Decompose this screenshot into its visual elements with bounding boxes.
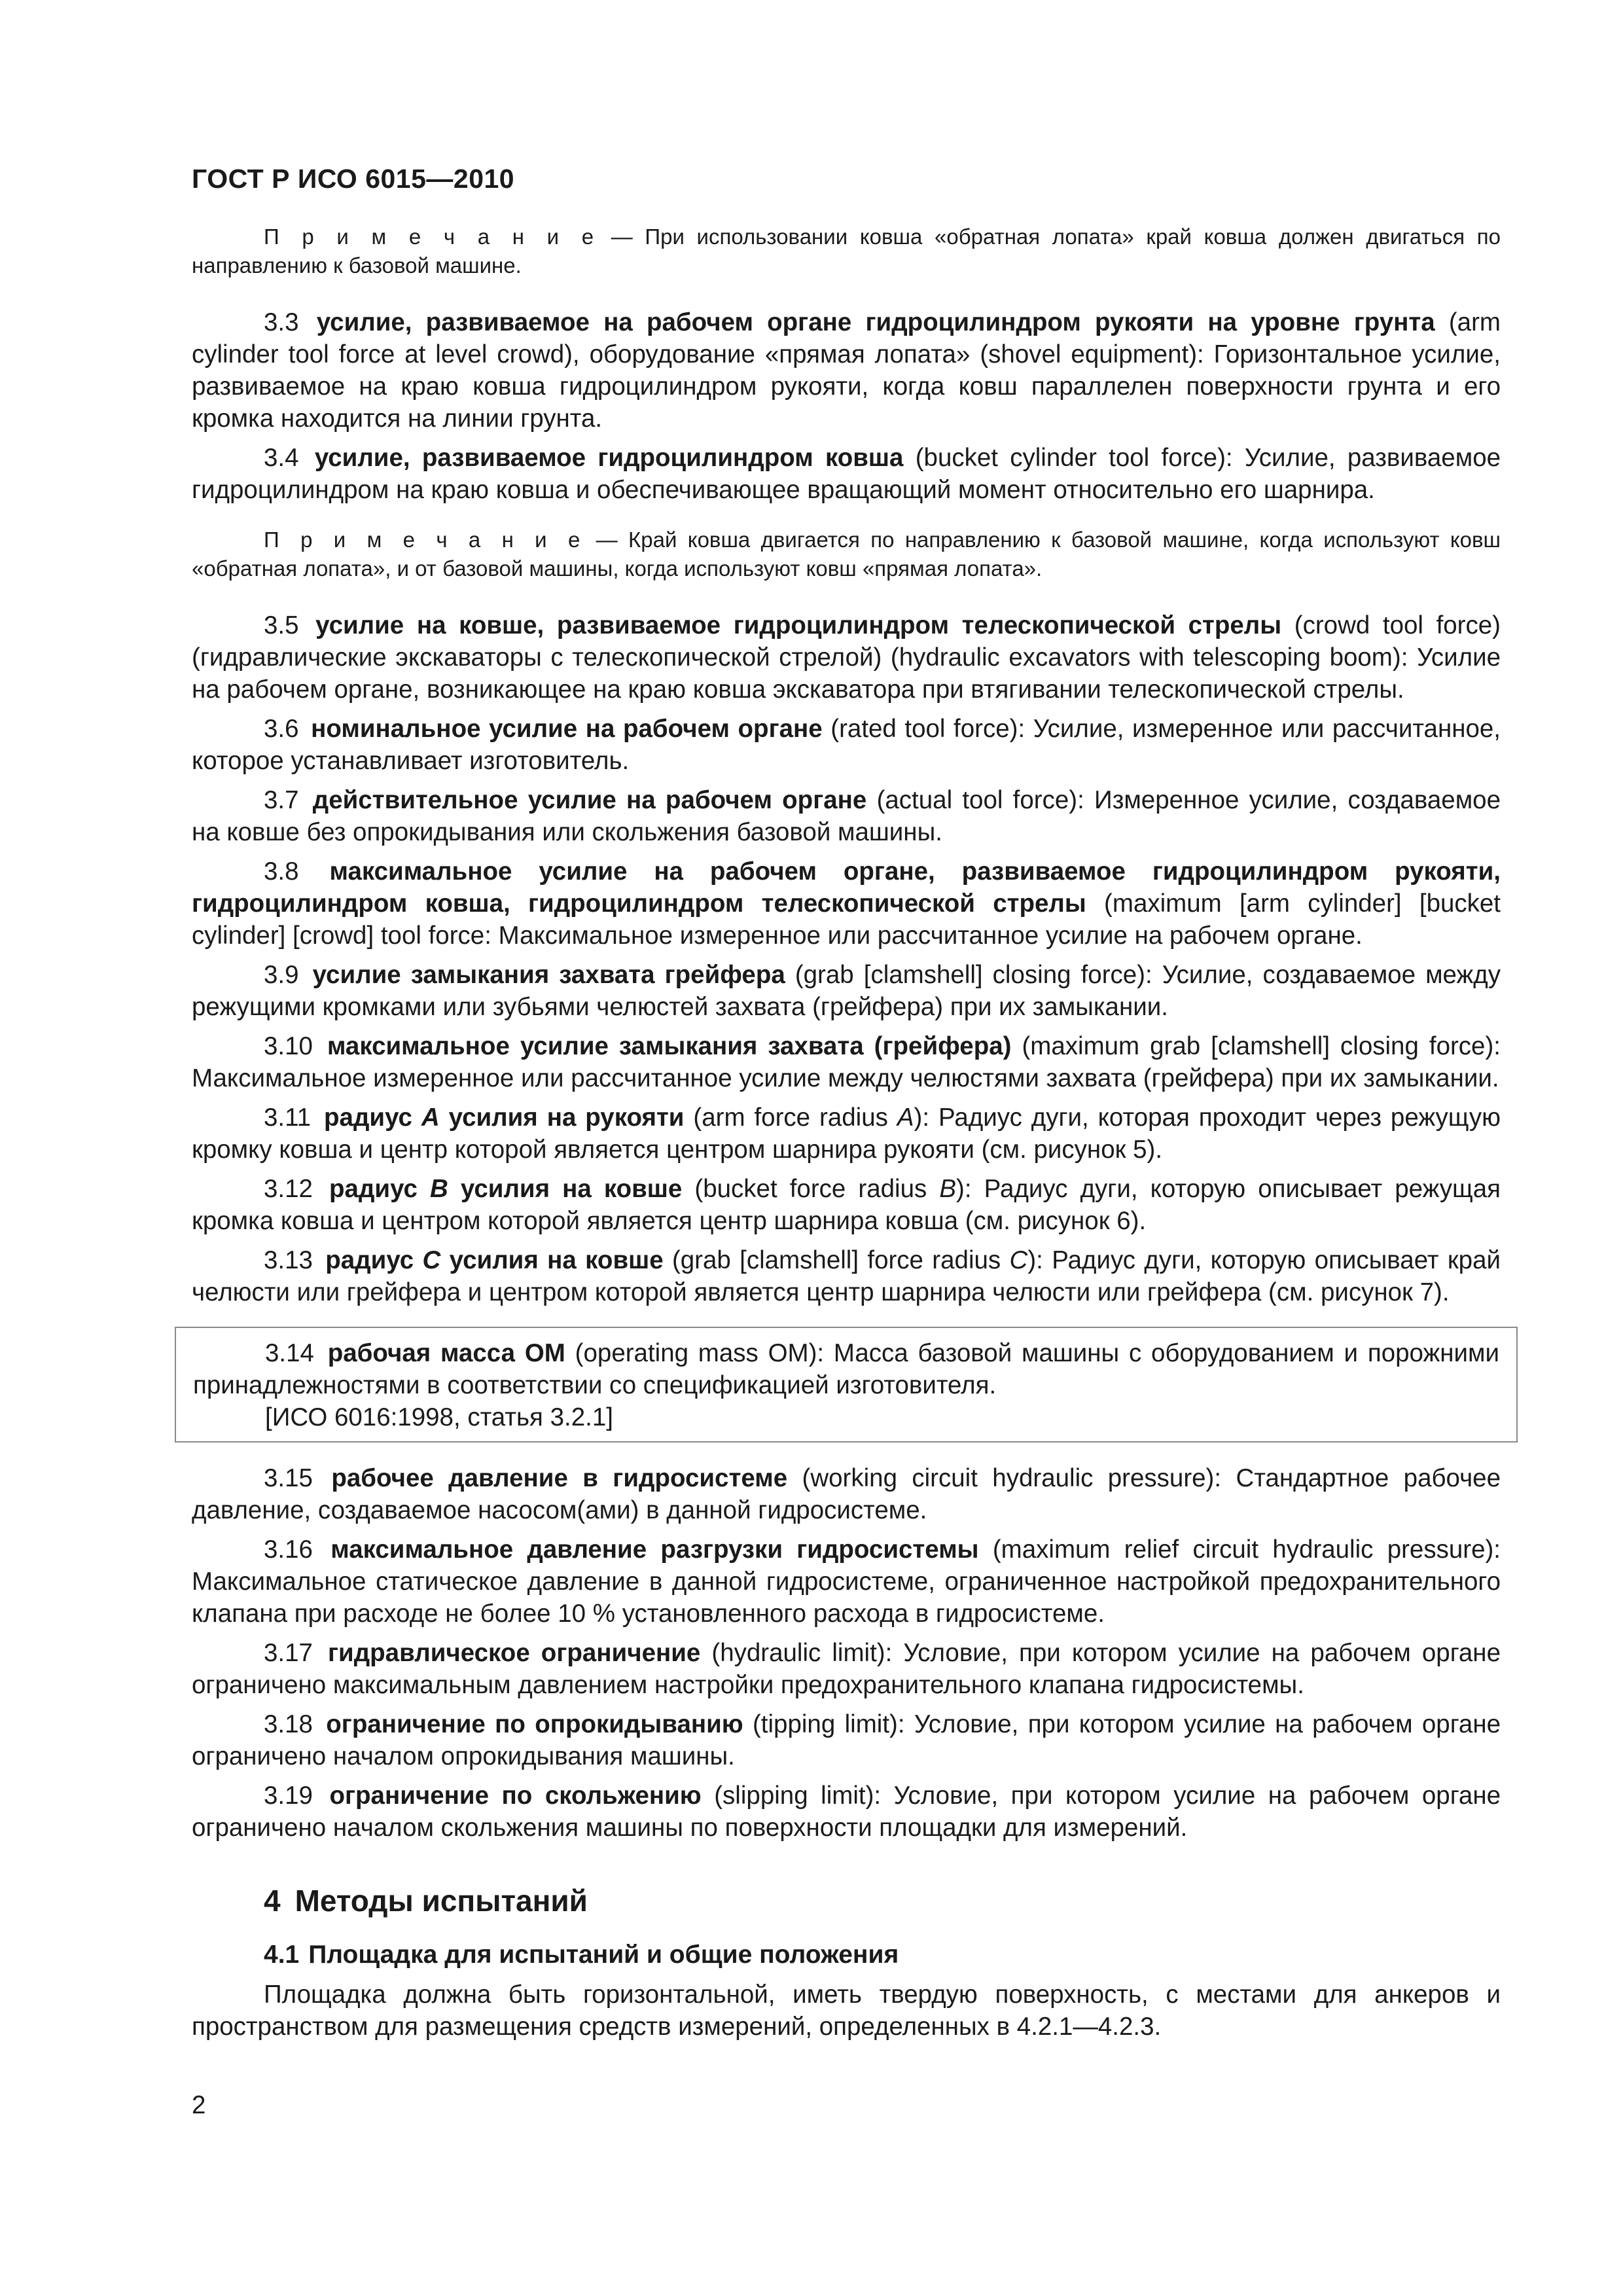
source-reference: [ИСО 6016:1998, статья 3.2.1]: [265, 1403, 613, 1431]
term: радиус B усилия на ковше: [329, 1175, 683, 1203]
clause-number: 3.3: [264, 308, 299, 336]
definition-text: (arm force radius A): Радиус дуги, которая проходит через режущую кромку ковша и центр которой является центром шарнира рукояти (см. рисунок 5).: [192, 1103, 1501, 1164]
term: усилие замыкания захвата грейфера: [312, 961, 785, 989]
clause-number: 3.13: [264, 1246, 313, 1274]
definition-3-3: [192, 306, 1501, 435]
definition-text: (rated tool force): Усилие, измеренное или рассчитанное, которое устанавливает изготовитель.: [192, 715, 1501, 775]
note-paragraph: [192, 526, 1501, 583]
subsection-title: Площадка для испытаний и общие положения: [308, 1941, 899, 1969]
term: ограничение по скольжению: [329, 1782, 702, 1810]
term: максимальное давление разгрузки гидросистемы: [330, 1535, 979, 1564]
term-symbol: B: [430, 1175, 448, 1203]
clause-number: 3.4: [264, 444, 299, 472]
term-symbol: C: [422, 1246, 441, 1274]
definition-3-8: [192, 855, 1501, 952]
document-header: ГОСТ Р ИСО 6015—2010: [192, 164, 515, 194]
note-text: — При использовании ковша «обратная лопата» край ковша должен двигаться по направлению к базовой машине.: [192, 224, 1501, 278]
definition-3-15: [192, 1462, 1501, 1526]
clause-number: 3.7: [264, 786, 299, 814]
definition-text: (bucket force radius B): Радиус дуги, которую описывает режущая кромка ковша и центром которой является центр шарнира ковша (см. рисунок 6).: [192, 1175, 1501, 1235]
definition-text: (grab [clamshell] closing force): Усилие, создаваемое между режущими кромками или зубьями челюстей захвата (грейфера) при их замыкании.: [192, 961, 1501, 1021]
clause-number: 3.10: [264, 1032, 313, 1060]
definition-text: (hydraulic limit): Условие, при котором усилие на рабочем органе ограничено максимальным давлением настройки предохранительного клапана гидросистемы.: [192, 1639, 1501, 1699]
clause-number: 3.18: [264, 1710, 313, 1738]
term: радиус C усилия на ковше: [325, 1246, 664, 1274]
definition-3-12: [192, 1173, 1501, 1237]
term: усилие, развиваемое на рабочем органе гидроцилиндром рукояти на уровне грунта: [316, 308, 1435, 336]
definition-3-16: [192, 1534, 1501, 1630]
definition-3-11: [192, 1102, 1501, 1166]
clause-number: 3.9: [264, 961, 299, 989]
definition-text: (bucket cylinder tool force): Усилие, развиваемое гидроцилиндром на краю ковша и обеспечивающее вращающий момент относительно его шарнира.: [192, 444, 1501, 504]
term: действительное усилие на рабочем органе: [312, 786, 867, 814]
definition-3-17: [192, 1637, 1501, 1701]
clause-number: 3.11: [264, 1103, 312, 1132]
definition-text: (crowd tool force) (гидравлические экскаваторы с телескопической стрелой) (hydraulic excavators with telescoping boom): Усилие на рабочем органе, возникающее на краю ковша экскаватора при втягивании телескопической стрелы.: [192, 611, 1501, 704]
section-number: 4: [264, 1884, 281, 1918]
definition-text: (tipping limit): Условие, при котором усилие на рабочем органе ограничено началом опрокидывания машины.: [192, 1710, 1501, 1770]
framed-definition-3-14: [175, 1327, 1518, 1443]
definition-text: (arm cylinder tool force at level crowd), оборудование «прямая лопата» (shovel equipment): Горизонтальное усилие, развиваемое на краю ковша гидроцилиндром рукояти, когда ковш параллелен поверхности грунта и его кромка находится на линии грунта.: [192, 308, 1501, 433]
definition-text: (grab [clamshell] force radius C): Радиус дуги, которую описывает край челюсти или грейфера и центром которой является центр шарнира челюсти или грейфера (см. рисунок 7).: [192, 1246, 1501, 1306]
term: усилие, развиваемое гидроцилиндром ковша: [314, 444, 904, 472]
term: номинальное усилие на рабочем органе: [311, 715, 823, 743]
term-symbol: A: [897, 1103, 914, 1132]
definition-3-10: [192, 1030, 1501, 1094]
definition-text: (actual tool force): Измеренное усилие, создаваемое на ковше без опрокидывания или скольжения базовой машины.: [192, 786, 1501, 846]
clause-number: 3.19: [264, 1782, 313, 1810]
term: радиус A усилия на рукояти: [324, 1103, 685, 1132]
clause-number: 3.14: [265, 1339, 314, 1367]
term-symbol: C: [1009, 1246, 1028, 1274]
section-heading: [264, 1883, 1501, 1918]
definition-3-9: [192, 959, 1501, 1023]
note-label: П р и м е ч а н и е: [264, 224, 599, 249]
definition-3-18: [192, 1708, 1501, 1772]
clause-number: 3.6: [264, 715, 299, 743]
definition-text: (working circuit hydraulic pressure): Стандартное рабочее давление, создаваемое насосом(ами) в данной гидросистеме.: [192, 1464, 1501, 1524]
clause-number: 3.16: [264, 1535, 313, 1564]
term: максимальное усилие замыкания захвата (грейфера): [327, 1032, 1012, 1060]
term: рабочая масса ОМ: [327, 1339, 565, 1367]
definition-3-7: [192, 784, 1501, 848]
term: рабочее давление в гидросистеме: [331, 1464, 788, 1492]
page-content: [192, 223, 1501, 2050]
note-paragraph: [192, 223, 1501, 280]
definition-3-4: [192, 442, 1501, 506]
clause-number: 3.12: [264, 1175, 313, 1203]
clause-number: 3.17: [264, 1639, 313, 1667]
term-symbol: B: [939, 1175, 957, 1203]
term: максимальное усилие на рабочем органе, развиваемое гидроцилиндром рукояти, гидроцилиндром ковша, гидроцилиндром телескопической стрелы: [192, 857, 1501, 918]
definition-text: (maximum relief circuit hydraulic pressure): Максимальное статическое давление в данной гидросистеме, ограниченное настройкой предохранительного клапана при расходе не более 10 % установленного расхода в гидросистеме.: [192, 1535, 1501, 1628]
subsection-heading: [264, 1941, 1501, 1969]
definition-3-6: [192, 713, 1501, 777]
term: усилие на ковше, развиваемое гидроцилиндром телескопической стрелы: [315, 611, 1282, 639]
section-title: Методы испытаний: [294, 1884, 588, 1918]
definition-3-19: [192, 1780, 1501, 1844]
term-symbol: A: [421, 1103, 440, 1132]
clause-number: 3.15: [264, 1464, 313, 1492]
note-label: П р и м е ч а н и е: [264, 528, 586, 552]
clause-number: 3.8: [264, 857, 299, 886]
term: гидравлическое ограничение: [328, 1639, 701, 1667]
definition-3-5: [192, 609, 1501, 706]
definition-text: (maximum grab [clamshell] closing force): Максимальное измеренное или рассчитанное усилие между челюстями захвата (грейфера) при их замыкании.: [192, 1032, 1501, 1092]
definition-text: (operating mass OM): Масса базовой машины с оборудованием и порожними принадлежностями в соответствии со спецификацией изготовителя.: [193, 1339, 1499, 1399]
definition-3-13: [192, 1244, 1501, 1308]
term: ограничение по опрокидыванию: [326, 1710, 743, 1738]
definition-3-14: [193, 1337, 1499, 1401]
subsection-number: 4.1: [264, 1941, 300, 1969]
section-paragraph: Площадка должна быть горизонтальной, иметь твердую поверхность, с местами для анкеров и пространством для размещения средств измерений, определенных в 4.2.1—4.2.3.: [192, 1981, 1501, 2041]
definition-text: (maximum [arm cylinder] [bucket cylinder] [crowd] tool force: Максимальное измеренное или рассчитанное усилие на рабочем органе.: [192, 889, 1501, 950]
clause-number: 3.5: [264, 611, 299, 639]
note-text: — Край ковша двигается по направлению к базовой машине, когда используют ковш «обратная лопата», и от базовой машины, когда используют ковш «прямая лопата».: [192, 528, 1501, 581]
page-number: 2: [192, 2091, 206, 2119]
definition-text: (slipping limit): Условие, при котором усилие на рабочем органе ограничено началом скольжения машины по поверхности площадки для измерений.: [192, 1782, 1501, 1842]
